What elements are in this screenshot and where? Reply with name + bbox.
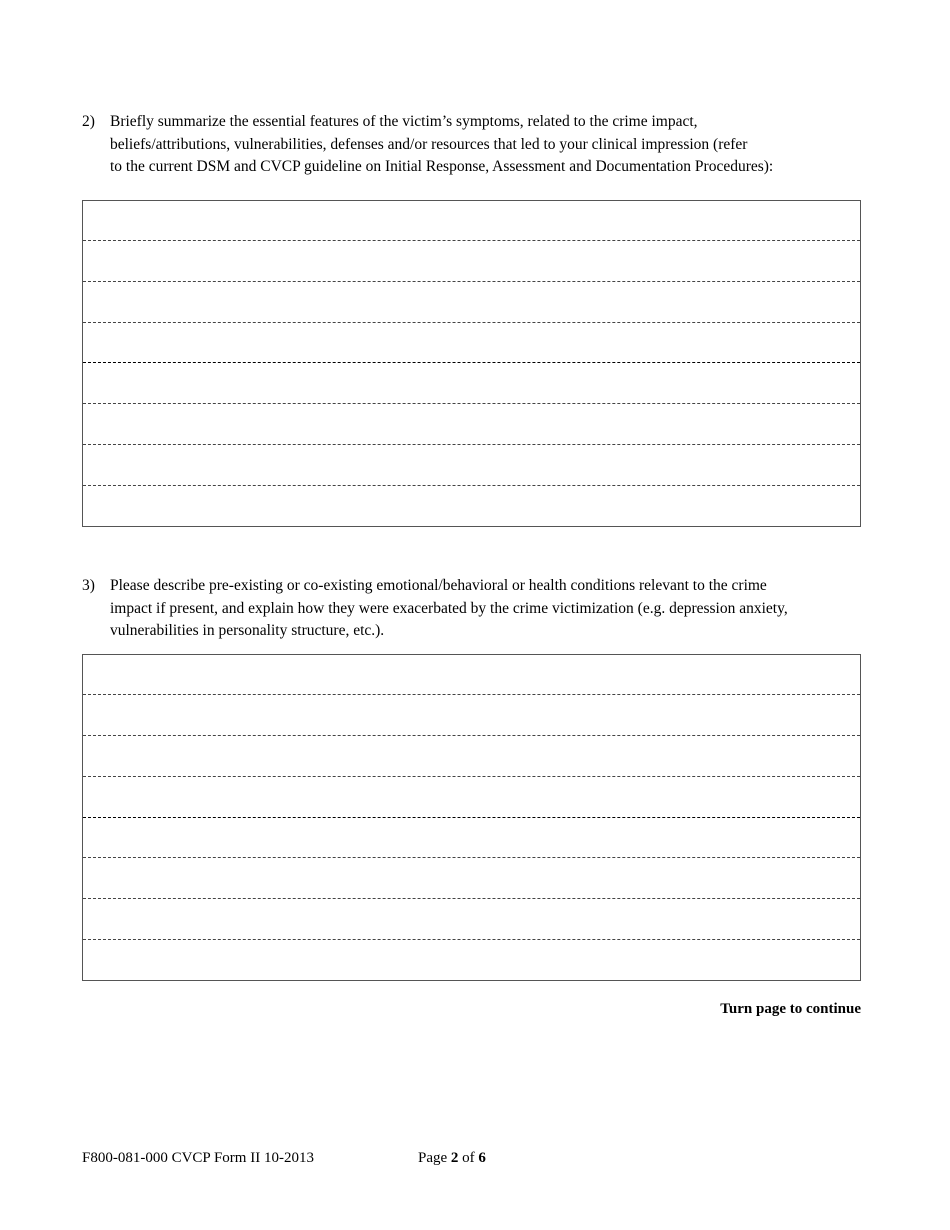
question-2-line-1: Briefly summarize the essential features of the victim’s symptoms, related to the crime impact,	[110, 113, 698, 130]
q2-answer-line-6[interactable]	[83, 405, 860, 445]
question-2-line-3: to the current DSM and CVCP guideline on Initial Response, Assessment and Documentation Procedures):	[110, 158, 774, 175]
q3-answer-line-2[interactable]	[83, 696, 860, 736]
question-3	[82, 575, 872, 643]
question-2	[82, 111, 872, 179]
page-current: 2	[450, 1150, 459, 1166]
question-3-number: 3)	[82, 577, 95, 594]
question-3-line-1: Please describe pre-existing or co-existing emotional/behavioral or health conditions relevant to the crime	[110, 577, 767, 594]
q3-answer-line-8[interactable]	[83, 941, 860, 981]
form-identifier: F800-081-000 CVCP Form II 10-2013	[82, 1150, 314, 1166]
q2-answer-line-5[interactable]	[83, 364, 860, 404]
q2-answer-line-3[interactable]	[83, 283, 860, 323]
question-3-line-3: vulnerabilities in personality structure, etc.).	[110, 622, 385, 639]
q2-answer-line-4[interactable]	[83, 323, 860, 363]
page-number	[418, 1150, 486, 1167]
q3-answer-line-4[interactable]	[83, 778, 860, 818]
question-3-answer-box	[82, 654, 861, 981]
question-3-line-2: impact if present, and explain how they were exacerbated by the crime victimization (e.g. depression anxiety,	[110, 599, 788, 617]
page-total: 6	[478, 1150, 486, 1166]
question-2-answer-box	[82, 200, 861, 527]
page-word: Page	[418, 1150, 448, 1166]
question-2-number: 2)	[82, 113, 95, 130]
q3-answer-line-1[interactable]	[83, 655, 860, 695]
q3-answer-line-3[interactable]	[83, 737, 860, 777]
turn-page-notice: Turn page to continue	[720, 1001, 861, 1017]
q2-answer-line-1[interactable]	[83, 201, 860, 241]
q3-answer-line-5[interactable]	[83, 818, 860, 858]
q2-answer-line-8[interactable]	[83, 487, 860, 527]
q2-answer-line-2[interactable]	[83, 242, 860, 282]
q2-answer-line-7[interactable]	[83, 446, 860, 486]
page-of-word: of	[462, 1150, 475, 1166]
q3-answer-line-7[interactable]	[83, 900, 860, 940]
q3-answer-line-6[interactable]	[83, 859, 860, 899]
question-2-line-2: beliefs/attributions, vulnerabilities, defenses and/or resources that led to your clinical impression (refer	[110, 135, 748, 153]
